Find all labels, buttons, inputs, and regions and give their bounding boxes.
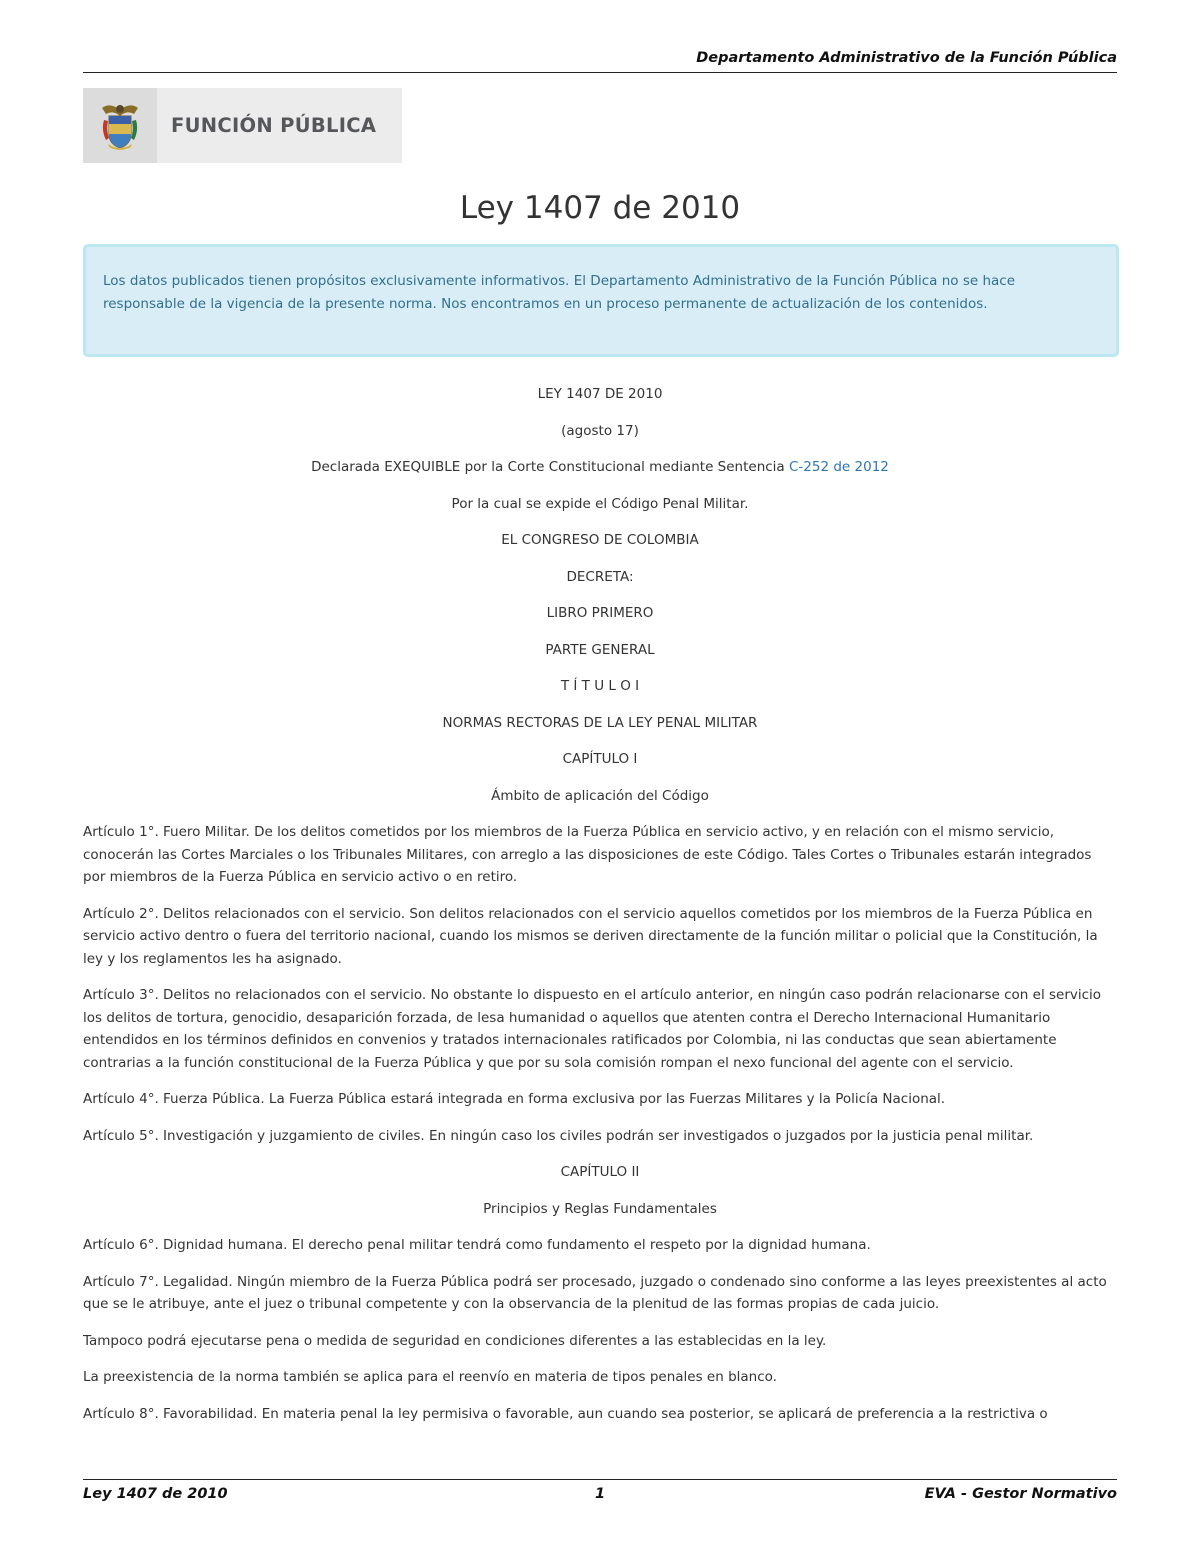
decreta-heading: DECRETA: — [566, 568, 634, 585]
article-7-paragraph-3: La preexistencia de la norma también se aplica para el reenvío en materia de tipos penales en blanco. — [83, 1369, 777, 1385]
notice-text: Los datos publicados tienen propósitos exclusivamente informativos. El Departamento Administrativo de la Función Pública no se hace responsable de la vigencia de la presente norma. Nos encontramos en un proceso permanente de actualización de los contenidos. — [103, 273, 1016, 312]
article-7-paragraph-2: Tampoco podrá ejecutarse pena o medida de seguridad en condiciones diferentes a las establecidas en la ley. — [83, 1332, 827, 1349]
sentencia-link[interactable]: C-252 de 2012 — [789, 459, 889, 475]
article-5: Artículo 5°. Investigación y juzgamiento de civiles. En ningún caso los civiles podrán ser investigados o juzgados por la justicia penal militar. — [83, 1127, 1034, 1144]
capitulo-2-heading: CAPÍTULO II — [560, 1164, 640, 1180]
libro-heading: LIBRO PRIMERO — [546, 605, 654, 621]
law-content — [83, 383, 1117, 1439]
congress-heading: EL CONGRESO DE COLOMBIA — [501, 532, 699, 548]
footer-page-number: 1 — [594, 1486, 606, 1502]
funcion-publica-logo — [83, 88, 402, 163]
titulo-name: NORMAS RECTORAS DE LA LEY PENAL MILITAR — [442, 714, 758, 731]
article-8: Artículo 8°. Favorabilidad. En materia penal la ley permisiva o favorable, aun cuando sea posterior, se aplicará de preferencia a la restrictiva o — [83, 1405, 1048, 1422]
article-1: Artículo 1°. Fuero Militar. De los delitos cometidos por los miembros de la Fuerza Pública en servicio activo, y en relación con el mismo servicio, conocerán las Cortes Marciales o los Tribunales Militares, con arreglo a las disposiciones de este Código. Tales Cortes o Tribunales estarán integrados por miembros de la Fuerza Pública en servicio activo o en retiro. — [83, 824, 1092, 885]
footer-system-name: EVA - Gestor Normativo — [924, 1486, 1117, 1502]
header-organization: Departamento Administrativo de la Función Pública — [696, 50, 1117, 66]
article-2: Artículo 2°. Delitos relacionados con el servicio. Son delitos relacionados con el servicio aquellos cometidos por los miembros de la Fuerza Pública en servicio activo dentro o fuera del territorio nacional, cuando los mismos se deriven directamente de la función militar o policial que la Constitución, la ley y los reglamentos les ha asignado. — [83, 905, 1098, 967]
law-title: LEY 1407 DE 2010 — [537, 386, 663, 402]
page-footer — [83, 1479, 1117, 1510]
exequible-note — [83, 456, 1117, 479]
article-3: Artículo 3°. Delitos no relacionados con el servicio. No obstante lo dispuesto en el artículo anterior, en ningún caso podrán relacionarse con el servicio los delitos de tortura, genocidio, desaparición forzada, de lesa humanidad o aquellos que atenten contra el Derecho Internacional Humanitario entendidos en los términos definidos en convenios y tratados internacionales ratificados por Colombia, ni las conductas que sean abiertamente contrarias a la función constitucional de la Fuerza Pública y que por su sola comisión rompan el nexo funcional del agente con el servicio. — [83, 987, 1102, 1071]
disclaimer-notice — [83, 244, 1119, 357]
titulo-heading: T Í T U L O I — [560, 678, 640, 694]
page-title: Ley 1407 de 2010 — [459, 190, 741, 226]
parte-heading: PARTE GENERAL — [545, 641, 655, 658]
article-6: Artículo 6°. Dignidad humana. El derecho penal militar tendrá como fundamento el respeto por la dignidad humana. — [83, 1237, 871, 1253]
law-purpose: Por la cual se expide el Código Penal Militar. — [451, 495, 749, 512]
article-4: Artículo 4°. Fuerza Pública. La Fuerza Pública estará integrada en forma exclusiva por las Fuerzas Militares y la Policía Nacional. — [83, 1091, 946, 1107]
page-header — [83, 50, 1117, 73]
capitulo-1-heading: CAPÍTULO I — [562, 751, 638, 767]
capitulo-2-name: Principios y Reglas Fundamentales — [483, 1200, 717, 1217]
capitulo-1-name: Ámbito de aplicación del Código — [491, 787, 709, 804]
law-date: (agosto 17) — [561, 422, 639, 439]
exequible-prefix: Declarada EXEQUIBLE por la Corte Constitucional mediante Sentencia — [311, 459, 789, 475]
footer-document-name: Ley 1407 de 2010 — [83, 1486, 228, 1502]
article-7: Artículo 7°. Legalidad. Ningún miembro de la Fuerza Pública podrá ser procesado, juzgado o condenado sino conforme a las leyes preexistentes al acto que se le atribuye, ante el juez o tribunal competente y con la observancia de la plenitud de las formas propias de cada juicio. — [83, 1273, 1107, 1312]
logo-text: FUNCIÓN PÚBLICA — [171, 114, 377, 137]
colombia-coat-of-arms-icon — [83, 88, 157, 163]
